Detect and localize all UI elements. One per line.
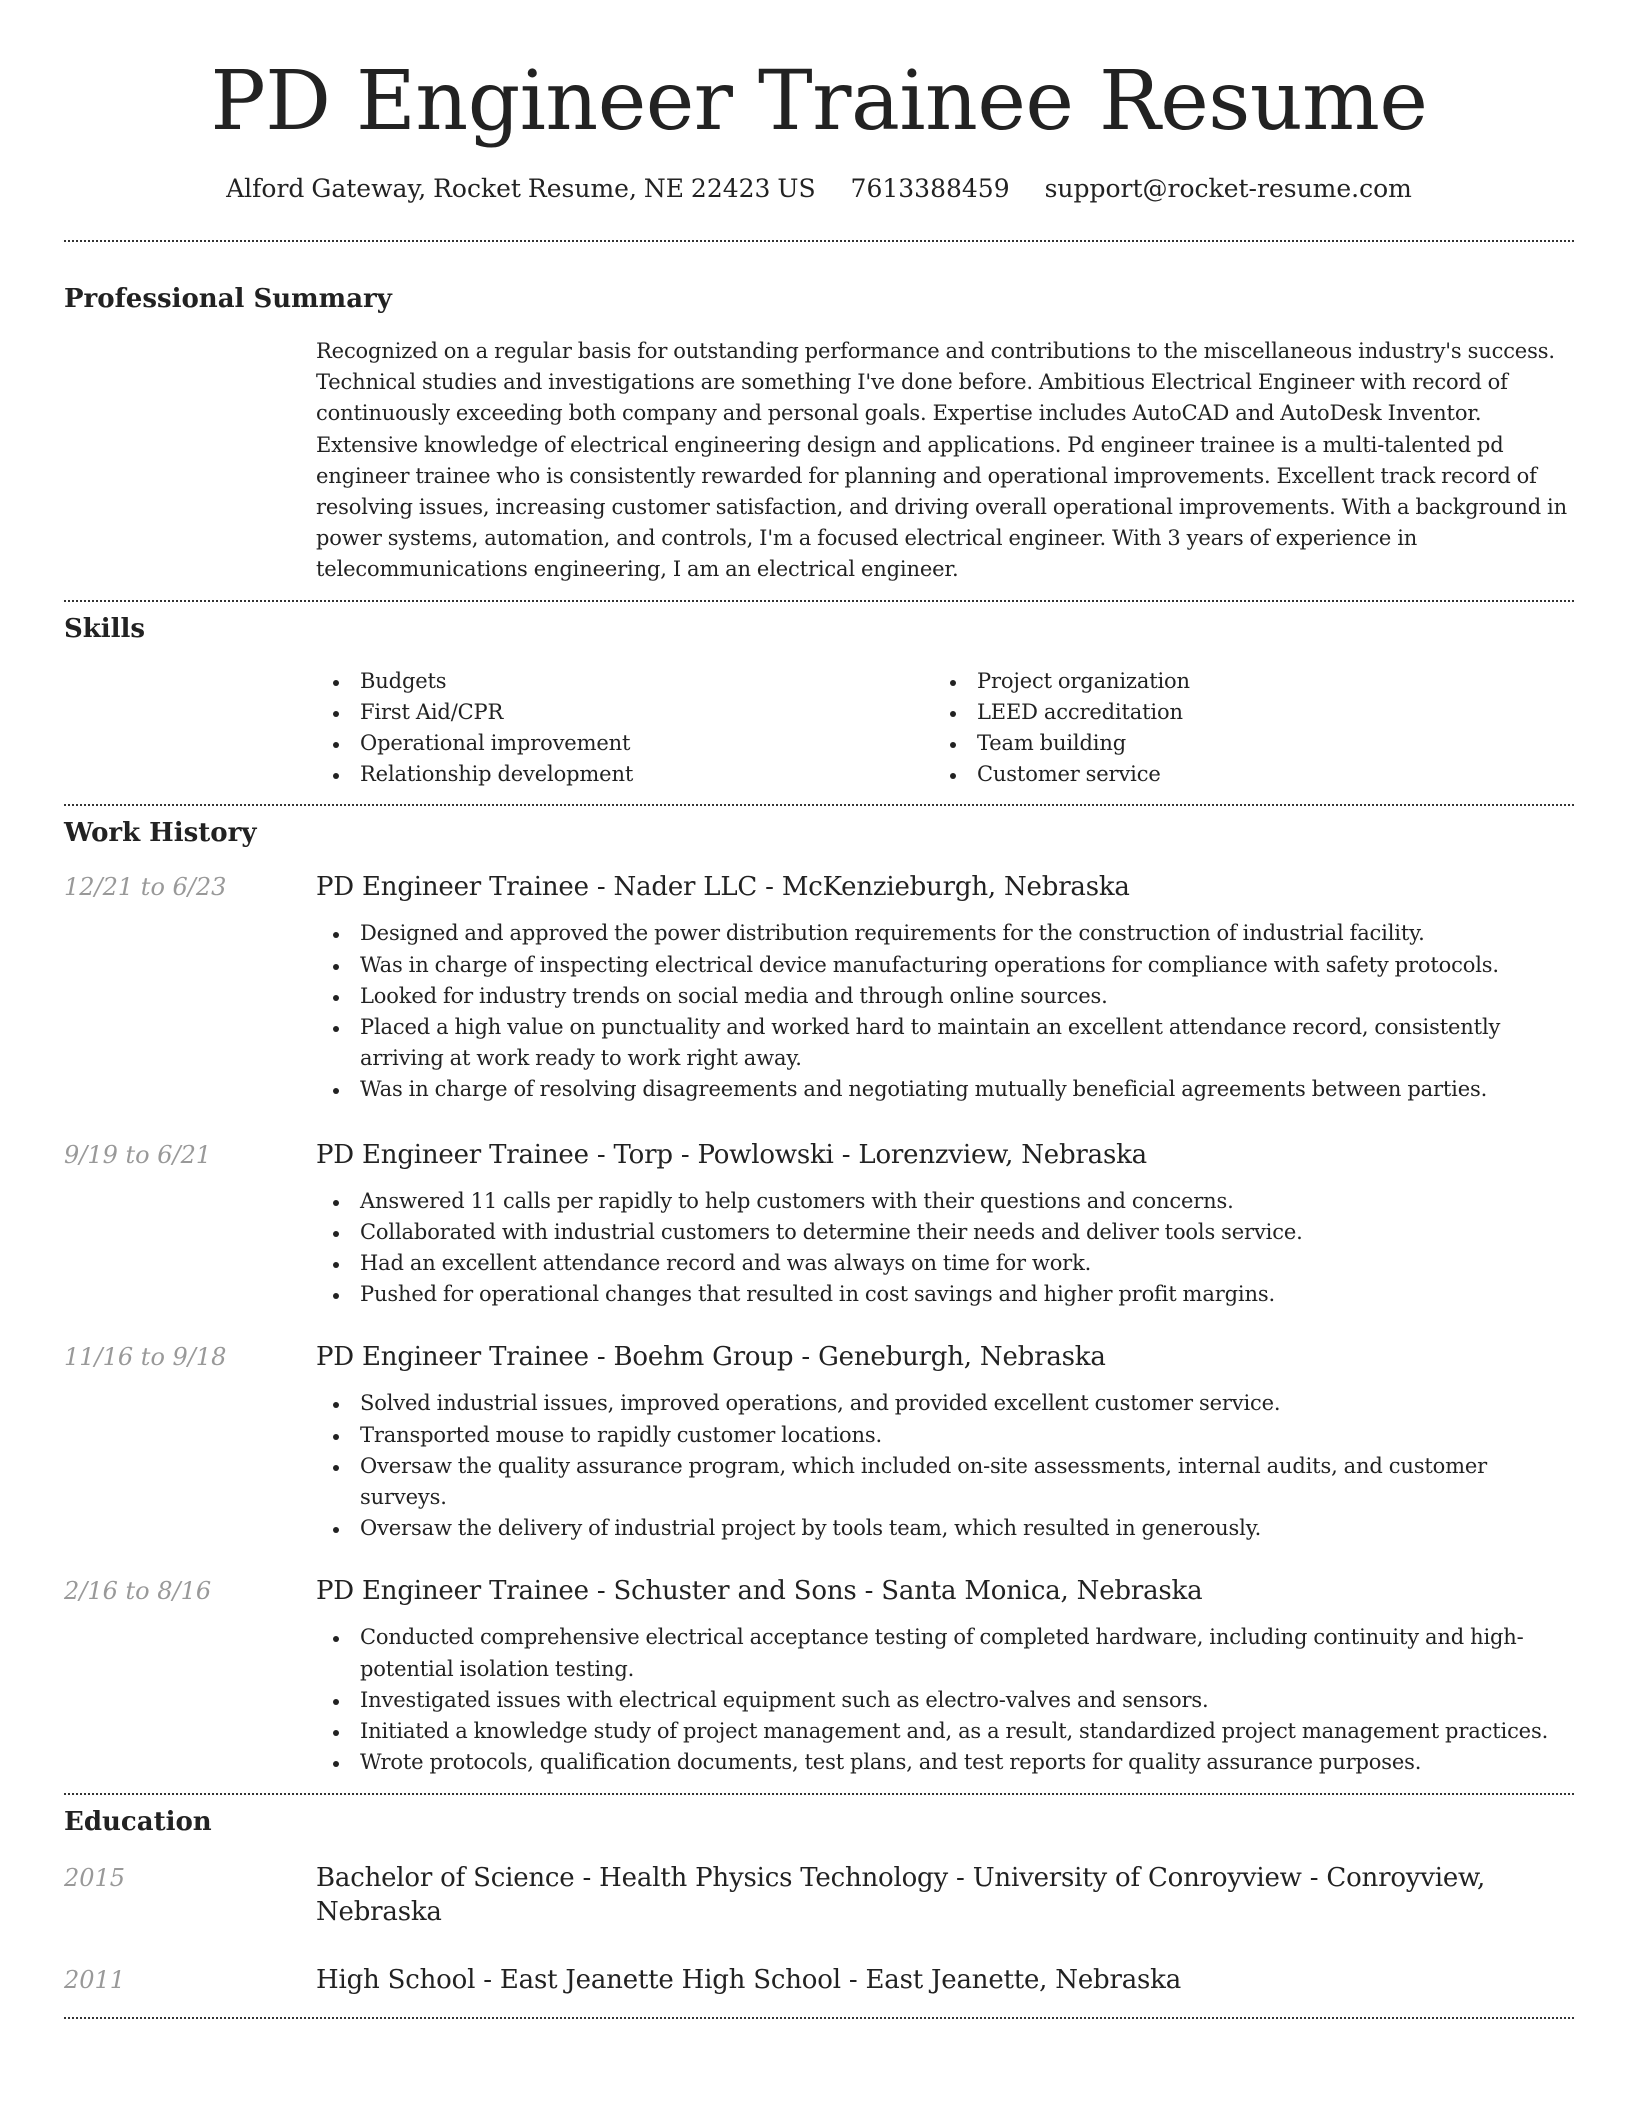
work-history-section bbox=[64, 816, 1574, 1778]
education-entry bbox=[64, 1861, 1574, 1929]
education-title: Bachelor of Science - Health Physics Technology - University of Conroyview - Conroyview, Nebraska bbox=[316, 1862, 1486, 1927]
job-bullet: Solved industrial issues, improved operations, and provided excellent customer service. bbox=[316, 1388, 1574, 1419]
job-entry bbox=[64, 1574, 1574, 1778]
divider bbox=[64, 2017, 1574, 2019]
contact-phone: 7613388459 bbox=[850, 174, 1010, 203]
job-bullet: Placed a high value on punctuality and worked hard to maintain an excellent attendance record, consistently arriving at work ready to work right away. bbox=[316, 1012, 1574, 1074]
job-bullet: Was in charge of inspecting electrical device manufacturing operations for compliance with safety protocols. bbox=[316, 950, 1574, 981]
job-bullet: Was in charge of resolving disagreements and negotiating mutually beneficial agreements between parties. bbox=[316, 1074, 1574, 1105]
job-title: PD Engineer Trainee - Nader LLC - McKenzieburgh, Nebraska bbox=[316, 872, 1130, 903]
resume-title: PD Engineer Trainee Resume bbox=[210, 54, 1428, 149]
skills-section bbox=[64, 612, 1574, 791]
divider bbox=[64, 240, 1574, 242]
job-bullet: Had an excellent attendance record and was always on time for work. bbox=[316, 1248, 1574, 1279]
job-bullets bbox=[316, 1186, 1574, 1311]
education-date: 2011 bbox=[64, 1965, 126, 1994]
skill-item: Budgets bbox=[316, 666, 933, 697]
job-entry bbox=[64, 870, 1574, 1105]
job-date: 9/19 to 6/21 bbox=[64, 1140, 212, 1169]
work-history-heading: Work History bbox=[64, 818, 257, 849]
job-bullet: Pushed for operational changes that resulted in cost savings and higher profit margins. bbox=[316, 1279, 1574, 1310]
job-title: PD Engineer Trainee - Schuster and Sons - Santa Monica, Nebraska bbox=[316, 1576, 1203, 1607]
job-title: PD Engineer Trainee - Boehm Group - Geneburgh, Nebraska bbox=[316, 1342, 1106, 1373]
job-bullet: Collaborated with industrial customers to determine their needs and deliver tools service. bbox=[316, 1217, 1574, 1248]
education-entry bbox=[64, 1963, 1574, 1997]
contact-line bbox=[64, 172, 1574, 206]
skill-item: Project organization bbox=[933, 666, 1550, 697]
job-entry bbox=[64, 1340, 1574, 1544]
skill-item: Team building bbox=[933, 728, 1550, 759]
job-entry bbox=[64, 1138, 1574, 1311]
summary-heading: Professional Summary bbox=[64, 284, 392, 314]
job-bullet: Designed and approved the power distribution requirements for the construction of industrial facility. bbox=[316, 918, 1574, 949]
job-bullets bbox=[316, 918, 1574, 1105]
skill-item: Relationship development bbox=[316, 759, 933, 790]
job-bullet: Oversaw the quality assurance program, which included on-site assessments, internal audits, and customer surveys. bbox=[316, 1451, 1574, 1513]
divider bbox=[64, 600, 1574, 602]
job-bullet: Looked for industry trends on social media and through online sources. bbox=[316, 981, 1574, 1012]
skill-item: First Aid/CPR bbox=[316, 697, 933, 728]
contact-email: support@rocket-resume.com bbox=[1044, 174, 1412, 203]
divider bbox=[64, 1793, 1574, 1795]
skills-heading: Skills bbox=[64, 613, 146, 644]
job-bullet: Wrote protocols, qualification documents, test plans, and test reports for quality assurance purposes. bbox=[316, 1747, 1574, 1778]
resume-page bbox=[64, 0, 1574, 2019]
job-bullet: Transported mouse to rapidly customer locations. bbox=[316, 1420, 1574, 1451]
job-bullet: Oversaw the delivery of industrial project by tools team, which resulted in generously. bbox=[316, 1513, 1574, 1544]
summary-text: Recognized on a regular basis for outstanding performance and contributions to the miscellaneous industry's success. Technical studies and investigations are something I've done before. Ambitious Electrical Engineer with record of continuously exceeding both company and personal goals. Expertise includes AutoCAD and AutoDesk Inventor. Extensive knowledge of electrical engineering design and applications. Pd engineer trainee is a multi-talented pd engineer trainee who is consistently rewarded for planning and operational improvements. Excellent track record of resolving issues, increasing customer satisfaction, and driving overall operational improvements. With a background in power systems, automation, and controls, I'm a focused electrical engineer. With 3 years of experience in telecommunications engineering, I am an electrical engineer. bbox=[316, 339, 1567, 582]
job-bullet: Investigated issues with electrical equipment such as electro-valves and sensors. bbox=[316, 1685, 1574, 1716]
skills-column-left bbox=[316, 666, 933, 791]
job-title: PD Engineer Trainee - Torp - Powlowski - Lorenzview, Nebraska bbox=[316, 1139, 1147, 1170]
job-bullet: Conducted comprehensive electrical acceptance testing of completed hardware, including continuity and high-potential isolation testing. bbox=[316, 1622, 1574, 1684]
education-date: 2015 bbox=[64, 1863, 126, 1892]
education-heading: Education bbox=[64, 1806, 212, 1837]
skills-column-right bbox=[933, 666, 1550, 791]
education-section bbox=[64, 1805, 1574, 1997]
job-date: 12/21 to 6/23 bbox=[64, 873, 227, 902]
divider bbox=[64, 804, 1574, 806]
skill-item: LEED accreditation bbox=[933, 697, 1550, 728]
job-bullets bbox=[316, 1622, 1574, 1778]
job-bullets bbox=[316, 1388, 1574, 1544]
job-date: 2/16 to 8/16 bbox=[64, 1577, 212, 1606]
skills-grid bbox=[316, 666, 1574, 791]
job-date: 11/16 to 9/18 bbox=[64, 1343, 227, 1372]
skill-item: Customer service bbox=[933, 759, 1550, 790]
job-bullet: Initiated a knowledge study of project management and, as a result, standardized project management practices. bbox=[316, 1716, 1574, 1747]
skill-item: Operational improvement bbox=[316, 728, 933, 759]
job-bullet: Answered 11 calls per rapidly to help customers with their questions and concerns. bbox=[316, 1186, 1574, 1217]
summary-section bbox=[64, 282, 1574, 586]
contact-address: Alford Gateway, Rocket Resume, NE 22423 US bbox=[226, 174, 816, 203]
education-title: High School - East Jeanette High School - East Jeanette, Nebraska bbox=[316, 1964, 1182, 1995]
